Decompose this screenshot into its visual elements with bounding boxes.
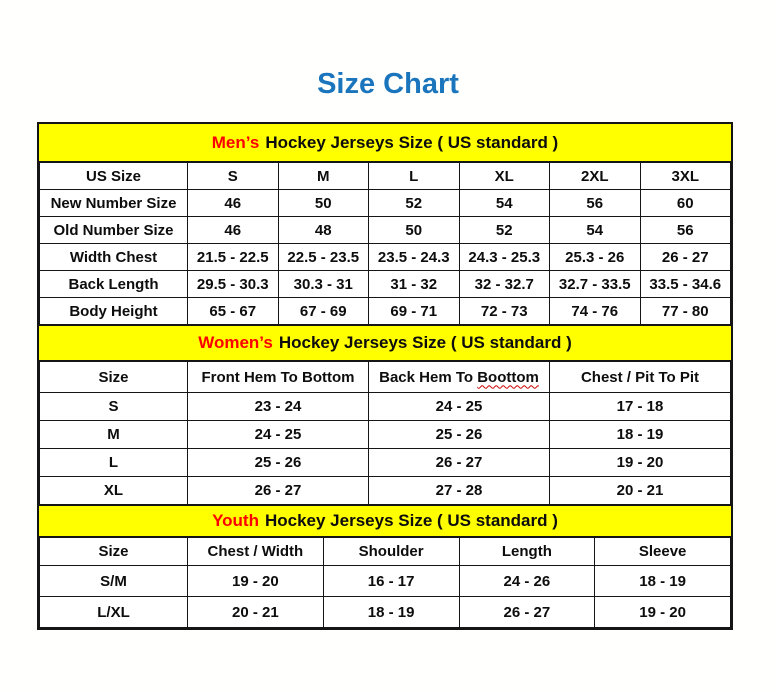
- table-cell: 25 - 26: [369, 421, 550, 449]
- table-cell: 22.5 - 23.5: [278, 244, 369, 271]
- table-cell: 54: [550, 217, 641, 244]
- row-label: Back Length: [40, 271, 188, 298]
- column-header: [369, 362, 550, 393]
- table-cell: 46: [188, 190, 279, 217]
- column-header: Shoulder: [323, 538, 459, 566]
- table-row: [40, 393, 731, 421]
- table-cell: 26 - 27: [640, 244, 731, 271]
- section-header-youth-text: Hockey Jerseys Size ( US standard ): [264, 511, 558, 530]
- row-label: Body Height: [40, 298, 188, 325]
- table-cell: 72 - 73: [459, 298, 550, 325]
- table-cell: 27 - 28: [369, 477, 550, 505]
- table-cell: 32.7 - 33.5: [550, 271, 641, 298]
- table-row: [40, 566, 731, 597]
- table-row: [40, 244, 731, 271]
- table-cell: 26 - 27: [369, 449, 550, 477]
- table-row: [40, 190, 731, 217]
- table-cell: 25 - 26: [188, 449, 369, 477]
- section-header-mens-highlight: Men’s: [211, 132, 260, 152]
- column-header: Chest / Width: [188, 538, 324, 566]
- table-cell: 31 - 32: [369, 271, 460, 298]
- table-cell: 26 - 27: [459, 597, 595, 628]
- table-cell: 50: [278, 190, 369, 217]
- table-cell: 60: [640, 190, 731, 217]
- table-cell: 48: [278, 217, 369, 244]
- table-cell: 21.5 - 22.5: [188, 244, 279, 271]
- column-header: Length: [459, 538, 595, 566]
- row-label: Old Number Size: [40, 217, 188, 244]
- table-cell: 19 - 20: [188, 566, 324, 597]
- column-header: M: [278, 163, 369, 190]
- table-row: [40, 421, 731, 449]
- column-header: US Size: [40, 163, 188, 190]
- table-cell: 23 - 24: [188, 393, 369, 421]
- womens-size-table: [39, 361, 731, 505]
- table-cell: 52: [369, 190, 460, 217]
- column-header: Chest / Pit To Pit: [550, 362, 731, 393]
- table-cell: 69 - 71: [369, 298, 460, 325]
- table-cell: 24 - 25: [188, 421, 369, 449]
- table-row: [40, 477, 731, 505]
- column-header: Front Hem To Bottom: [188, 362, 369, 393]
- table-cell: 24.3 - 25.3: [459, 244, 550, 271]
- table-cell: 56: [640, 217, 731, 244]
- column-header: 3XL: [640, 163, 731, 190]
- section-header-youth: [39, 505, 731, 537]
- size-chart: [37, 122, 733, 630]
- column-header: Size: [40, 538, 188, 566]
- table-cell: 18 - 19: [550, 421, 731, 449]
- row-label: M: [40, 421, 188, 449]
- section-header-youth-highlight: Youth: [212, 511, 259, 530]
- table-cell: 18 - 19: [595, 566, 731, 597]
- column-header-text: Back Hem To: [379, 368, 478, 386]
- table-cell: 33.5 - 34.6: [640, 271, 731, 298]
- table-cell: 77 - 80: [640, 298, 731, 325]
- column-header: Sleeve: [595, 538, 731, 566]
- column-header: Size: [40, 362, 188, 393]
- table-row: [40, 597, 731, 628]
- table-cell: 56: [550, 190, 641, 217]
- table-cell: 23.5 - 24.3: [369, 244, 460, 271]
- table-row: [40, 449, 731, 477]
- row-label: S/M: [40, 566, 188, 597]
- table-cell: 65 - 67: [188, 298, 279, 325]
- table-cell: 74 - 76: [550, 298, 641, 325]
- table-cell: 67 - 69: [278, 298, 369, 325]
- table-cell: 25.3 - 26: [550, 244, 641, 271]
- youth-size-table: [39, 537, 731, 628]
- section-header-mens-text: Hockey Jerseys Size ( US standard ): [265, 132, 559, 152]
- table-cell: 17 - 18: [550, 393, 731, 421]
- table-cell: 19 - 20: [595, 597, 731, 628]
- misspelled-word: Boottom: [477, 368, 539, 386]
- table-row: [40, 217, 731, 244]
- section-header-womens-highlight: Women’s: [198, 333, 273, 352]
- column-header: 2XL: [550, 163, 641, 190]
- row-label: S: [40, 393, 188, 421]
- table-cell: 24 - 25: [369, 393, 550, 421]
- table-row: [40, 271, 731, 298]
- row-label: L/XL: [40, 597, 188, 628]
- section-header-womens: [39, 325, 731, 361]
- table-cell: 50: [369, 217, 460, 244]
- section-header-womens-text: Hockey Jerseys Size ( US standard ): [278, 333, 572, 352]
- table-cell: 26 - 27: [188, 477, 369, 505]
- table-cell: 20 - 21: [550, 477, 731, 505]
- row-label: Width Chest: [40, 244, 188, 271]
- table-cell: 16 - 17: [323, 566, 459, 597]
- table-cell: 20 - 21: [188, 597, 324, 628]
- table-cell: 54: [459, 190, 550, 217]
- table-cell: 52: [459, 217, 550, 244]
- header-row: [40, 163, 731, 190]
- section-header-mens: [39, 124, 731, 162]
- column-header: XL: [459, 163, 550, 190]
- row-label: L: [40, 449, 188, 477]
- table-row: [40, 298, 731, 325]
- page-title: Size Chart: [317, 68, 459, 100]
- table-cell: 30.3 - 31: [278, 271, 369, 298]
- mens-size-table: [39, 162, 731, 325]
- table-cell: 29.5 - 30.3: [188, 271, 279, 298]
- table-cell: 19 - 20: [550, 449, 731, 477]
- header-row: [40, 362, 731, 393]
- header-row: [40, 538, 731, 566]
- row-label: New Number Size: [40, 190, 188, 217]
- table-cell: 18 - 19: [323, 597, 459, 628]
- column-header: L: [369, 163, 460, 190]
- table-cell: 32 - 32.7: [459, 271, 550, 298]
- column-header: S: [188, 163, 279, 190]
- table-cell: 46: [188, 217, 279, 244]
- table-cell: 24 - 26: [459, 566, 595, 597]
- row-label: XL: [40, 477, 188, 505]
